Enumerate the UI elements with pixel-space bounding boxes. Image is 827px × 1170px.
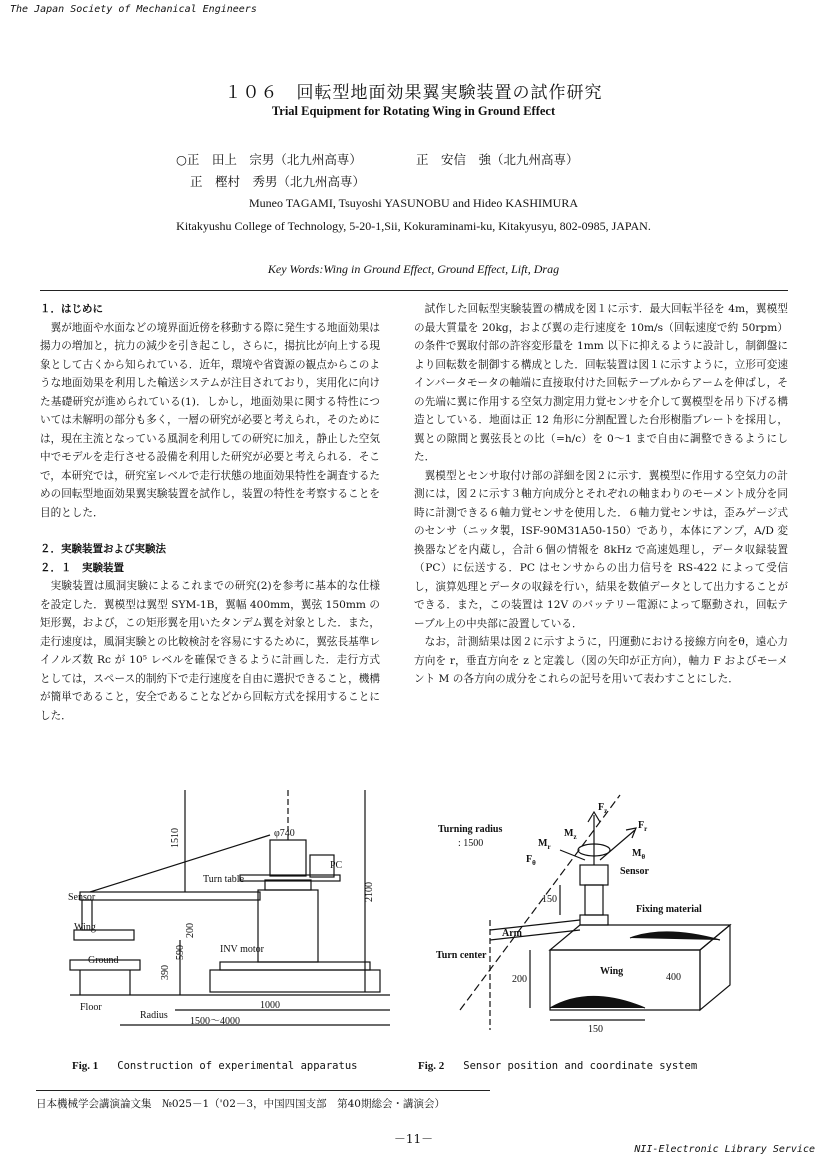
dim-2100: 2100 — [364, 882, 375, 902]
label-turning-radius: Turning radius — [438, 824, 503, 835]
author-names-english: Muneo TAGAMI, Tsuyoshi YASUNOBU and Hideo KASHIMURA — [249, 196, 578, 210]
affiliation: Kitakyushu College of Technology, 5-20-1,Sii, Kokuraminami-ku, Kitakyusyu, 802-0985, JAPAN. — [176, 219, 651, 233]
keywords: Key Words:Wing in Ground Effect, Ground Effect, Lift, Drag — [267, 262, 560, 276]
label-arm: Arm — [502, 928, 522, 939]
dim-1510: 1510 — [170, 828, 181, 848]
label-wing-fig2: Wing — [600, 966, 624, 977]
label-turn-center: Turn center — [436, 950, 487, 961]
figure-1-caption — [72, 1060, 357, 1072]
title-english: Trial Equipment for Rotating Wing in Ground Effect — [271, 104, 556, 118]
figure-2-caption-text: Sensor position and coordinate system — [463, 1060, 698, 1072]
section-1-heading: １．はじめに — [40, 303, 103, 315]
symbol-fr: $F_r$ — [638, 820, 648, 833]
section-2-1-heading: ２．１ 実験装置 — [40, 561, 124, 574]
label-fixing-material: Fixing material — [636, 904, 702, 915]
section-2-1-body: 実験装置は風洞実験によるこれまでの研究(2)を参考に基本的な仕様を設定した．翼模型は翼型 SYM-1B，翼幅 400mm，翼弦 150mm の矩形翼，および，この矩形翼を用いたタンデム翼を対象とした．また，走行速度は，風洞実験との比較検討を容易にするために，翼弦長基準レイノルズ数 Rc が 10⁵ レベルを確保できるように計画した．走行方式としては，スペース的制約下で走行速度を自由に選択できること，機構が簡単であること，安全であることなどから回転方式を採用することにした． — [40, 580, 380, 722]
dim-200-fig2: 200 — [512, 974, 527, 985]
label-turn-table: Turn table — [203, 874, 245, 885]
label-pc: PC — [330, 860, 343, 871]
author-tagami: ○正 田上 宗男（北九州高専） — [176, 152, 362, 167]
label-wing: Wing — [74, 922, 96, 933]
label-floor: Floor — [80, 1002, 102, 1013]
figure-2-caption — [418, 1060, 697, 1072]
proceedings-footer: 日本機械学会講演論文集 №025－1（'02－3，中国四国支部 第40期総会・講演会） — [36, 1098, 445, 1110]
dim-590: 590 — [175, 945, 186, 960]
society-header: The Japan Society of Mechanical Engineers — [10, 4, 257, 15]
right-column — [414, 300, 788, 689]
right-paragraph-1: 試作した回転型実験装置の構成を図１に示す．最大回転半径を 4m，翼模型の最大質量を 20kg，および翼の走行速度を 10m/s（回転速度で約 50rpm）の条件で翼取付部の許容変形量を 1mm 以下に抑えるように設計し，制御盤により回転数を制御する構成とした．回転装置は図１に示すように，立形可変速インバータモータの軸端に直接取付けた回転テーブルからアームを伸ばし，その先端に翼に作用する空気力測定用力覚センサを介して翼模型を吊り下げる構造としている．地面は正 12 角形に分割配置した台形樹脂プレートを採用し，翼との隙間と翼弦長との比（=h/c）を 0～1 まで自由に調整できるようにした． — [414, 303, 788, 463]
dim-150-top: 150 — [542, 894, 557, 905]
dim-390: 390 — [160, 965, 171, 980]
service-footer: NII-Electronic Library Service — [634, 1144, 815, 1155]
dim-400: 400 — [666, 972, 681, 983]
label-ground: Ground — [88, 955, 119, 966]
label-radius: Radius — [140, 1010, 168, 1021]
symbol-mz: $M_z$ — [564, 828, 577, 841]
header-rule — [40, 290, 788, 291]
page-number: －11－ — [393, 1132, 434, 1146]
label-inv-motor: INV motor — [220, 944, 264, 955]
figure-2-number: Fig. 2 — [418, 1060, 445, 1072]
symbol-mtheta: $M_\theta$ — [632, 848, 646, 861]
left-column — [40, 300, 380, 725]
dim-1000: 1000 — [260, 1000, 280, 1011]
symbol-fz: $F_z$ — [598, 802, 608, 815]
label-sensor: Sensor — [68, 892, 96, 903]
figure-1-caption-text: Construction of experimental apparatus — [117, 1060, 358, 1072]
figure-2-sensor-coordinates — [430, 780, 790, 1040]
title-japanese: １０６ 回転型地面効果翼実験装置の試作研究 — [224, 83, 603, 103]
figure-1-number: Fig. 1 — [72, 1060, 99, 1072]
label-radius-value: : 1500 — [458, 838, 484, 849]
symbol-ftheta: $F_\theta$ — [526, 854, 536, 867]
symbol-mr: $M_r$ — [538, 838, 551, 851]
figure-1-apparatus — [60, 780, 400, 1040]
label-sensor-fig2: Sensor — [620, 866, 649, 877]
right-paragraph-3: なお，計測結果は図２に示すように，円運動における接線方向をθ，遠心力方向を r，垂直方向を z と定義し（図の矢印が正方向），軸力 F およびモーメント M の各方向の成分をこれらの記号を用いて表わすことにした． — [414, 636, 788, 685]
dim-150-bottom: 150 — [588, 1024, 603, 1035]
author-kashimura: 正 樫村 秀男（北九州高専） — [190, 174, 366, 189]
dim-phi740: φ740 — [274, 828, 295, 839]
section-1-body: 翼が地面や水面などの境界面近傍を移動する際に発生する地面効果は揚力の増加と，抗力の減少を引き起こし，さらに，揚抗比が向上する現象として古くから知られている．近年，環境や省資源の観点からこのような地面効果を利用した輸送システムが注目されており，実用化に向けた基礎研究が進められている(1)．しかし，地面効果に関する特性については未解明の部分も多く，一層の研究が必要と考えられ，そのためには，現在主流となっている風洞を利用しての研究に加え，静止した空気中でモデルを走行させる設備を利用した研究が必要と考えられる．そこで，本研究では，研究室レベルで走行状態の地面効果特性を調査するための回転型地面効果翼実験装置を試作し，装置の特性を考察することを目的とした． — [40, 321, 380, 519]
section-2-heading: ２．実験装置および実験法 — [40, 543, 166, 555]
author-yasunobu: 正 安信 強（北九州高専） — [416, 152, 579, 167]
right-paragraph-2: 翼模型とセンサ取付け部の詳細を図２に示す．翼模型に作用する空気力の計測には，図２に示す３軸方向成分とそれぞれの軸まわりのモーメント成分を同時に計測できる６軸力覚センサを使用した．６軸力覚センサは，歪みゲージ式のセンサ（ニッタ製，ISF-90M31A50-150）であり，本体にアンプ，A/D 変換器などを内蔵し，合計６個の情報を 8kHz で高速処理し，データ収録装置（PC）に伝送する．PC はセンサからの出力信号を RS-422 によって受信し，演算処理とデータの収録を行い，結果を数値データとして出力することができる．また，この装置は 12V のバッテリー電源によって駆動され，回転テーブル上の中央部に設置している． — [414, 469, 788, 630]
dim-200: 200 — [185, 923, 196, 938]
dim-1500-4000: 1500～4000 — [190, 1016, 240, 1027]
footer-rule — [36, 1090, 490, 1091]
